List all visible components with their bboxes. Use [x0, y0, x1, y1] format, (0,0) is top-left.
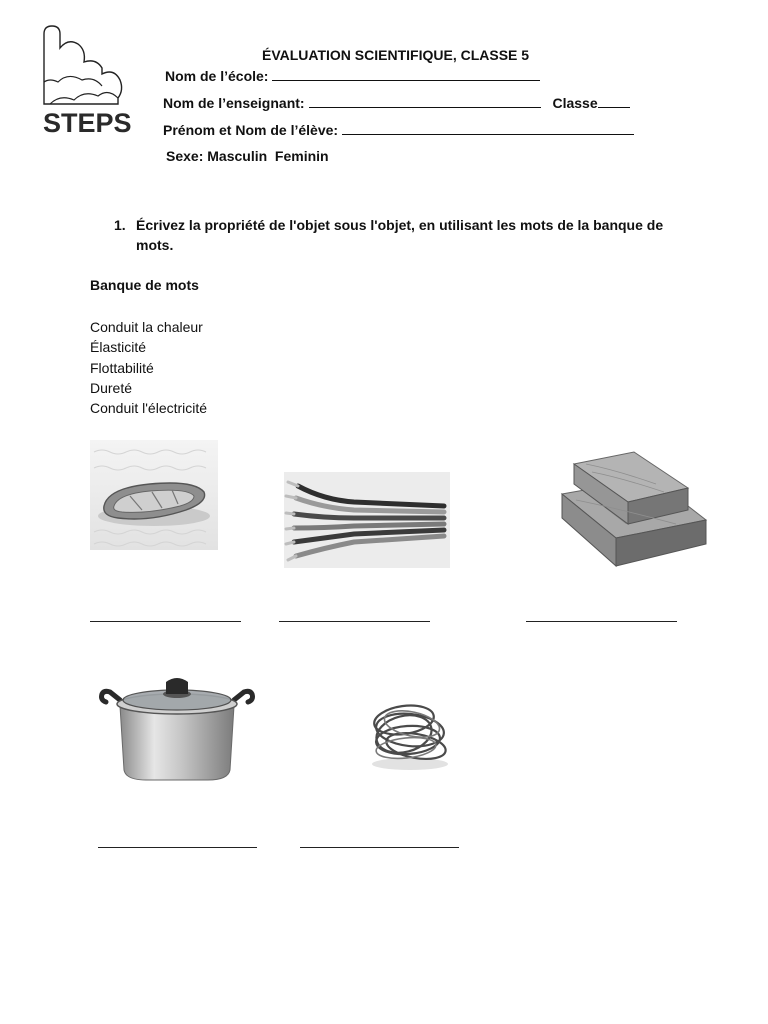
student-name-field[interactable]	[342, 122, 634, 135]
question-1	[114, 215, 674, 255]
steps-logo	[40, 24, 132, 138]
school-name-label: Nom de l’école:	[165, 68, 269, 84]
answer-line-4[interactable]	[98, 847, 257, 848]
school-name-row	[165, 68, 540, 84]
answer-line-5[interactable]	[300, 847, 459, 848]
word-bank-item: Conduit la chaleur	[90, 319, 203, 335]
wood-planks-image	[556, 448, 712, 576]
class-label: Classe	[552, 95, 598, 111]
school-name-field[interactable]	[272, 68, 540, 81]
sex-row: Sexe: Masculin Feminin	[166, 148, 329, 164]
teacher-name-row	[163, 95, 630, 111]
answer-line-3[interactable]	[526, 621, 677, 622]
question-number: 1.	[114, 217, 126, 233]
student-name-label: Prénom et Nom de l’élève:	[163, 122, 339, 138]
raft-image	[90, 440, 218, 550]
word-bank-item: Dureté	[90, 379, 133, 396]
word-bank-item: Conduit l'électricité	[90, 400, 208, 417]
word-bank-title: Banque de mots	[90, 277, 199, 293]
raft-icon	[90, 440, 218, 550]
word-bank-list	[90, 317, 207, 418]
wires-image	[284, 472, 450, 568]
answer-line-2[interactable]	[279, 621, 430, 622]
question-text: Écrivez la propriété de l'objet sous l'objet, en utilisant les mots de la banque de mots.	[136, 217, 664, 253]
rubber-bands-image	[364, 690, 456, 776]
teacher-name-label: Nom de l’enseignant:	[163, 95, 305, 111]
class-field[interactable]	[598, 95, 630, 108]
logo-text: STEPS	[43, 108, 132, 138]
wires-icon	[284, 472, 450, 568]
word-bank-item: Élasticité	[90, 339, 147, 356]
word-bank-item: Flottabilité	[90, 359, 154, 376]
teacher-name-field[interactable]	[309, 95, 541, 108]
answer-line-1[interactable]	[90, 621, 241, 622]
student-name-row	[163, 122, 634, 138]
cooking-pot-icon	[98, 672, 256, 784]
rubber-bands-icon	[364, 690, 456, 776]
page-title: ÉVALUATION SCIENTIFIQUE, CLASSE 5	[262, 47, 530, 63]
wood-planks-icon	[556, 448, 712, 576]
cooking-pot-image	[98, 672, 256, 784]
